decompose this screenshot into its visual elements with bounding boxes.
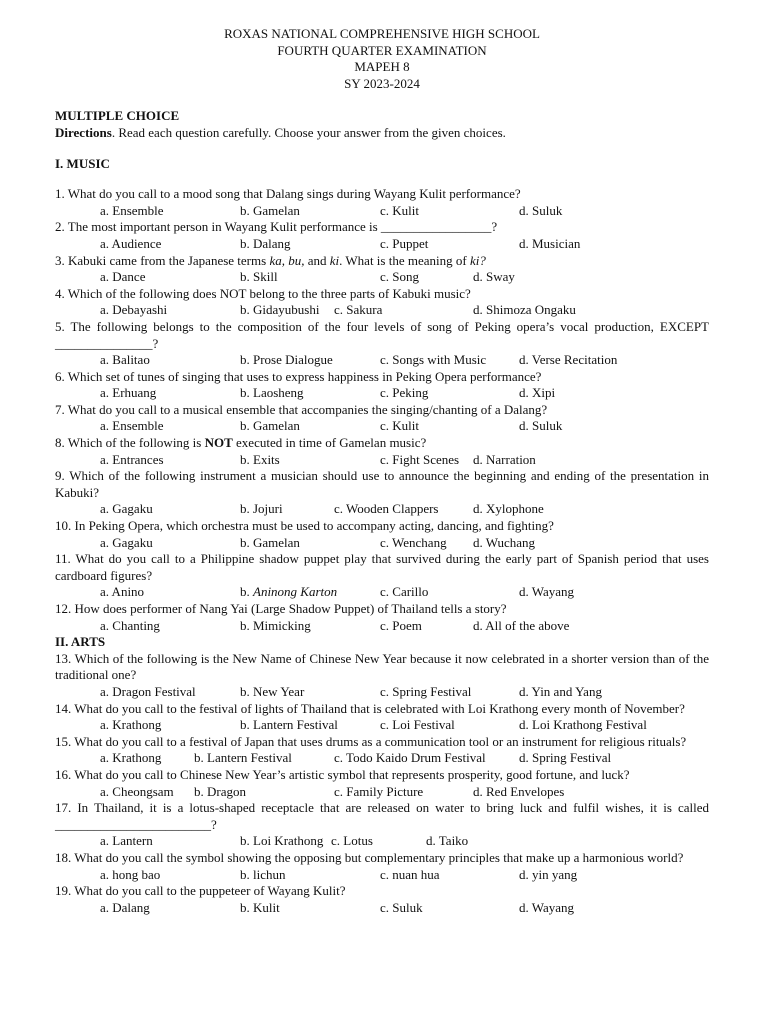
choice-11b-label: b. Aninong Karton	[240, 584, 338, 600]
choices-15	[55, 750, 709, 767]
choice-16d: d. Red Envelopes	[473, 783, 565, 799]
choice-4b: b. Gidayubushi	[240, 302, 320, 318]
choice-6c: c. Peking	[380, 385, 429, 401]
question-8	[55, 435, 709, 452]
question-12: 12. How does performer of Nang Yai (Large Shadow Puppet) of Thailand tells a story?	[55, 601, 507, 616]
choice-12b: b. Mimicking	[240, 617, 311, 633]
choice-5b: b. Prose Dialogue	[240, 352, 333, 368]
choice-8d: d. Narration	[473, 451, 536, 467]
choices-9	[55, 501, 709, 518]
question-18: 18. What do you call the symbol showing the opposing but complementary principles that make up a harmonious world?	[55, 849, 684, 865]
choices-2	[55, 236, 709, 253]
choice-19a: a. Dalang	[100, 899, 150, 915]
choice-17c: c. Lotus	[331, 833, 373, 849]
question-19: 19. What do you call to the puppeteer of Wayang Kulit?	[55, 883, 346, 899]
choice-11d: d. Wayang	[519, 584, 575, 600]
choice-4a: a. Debayashi	[100, 302, 168, 318]
choice-1c: c. Kulit	[380, 202, 419, 218]
choice-1d: d. Suluk	[519, 202, 563, 218]
choice-15c: c. Todo Kaido Drum Festival	[334, 750, 486, 766]
choice-14c: c. Loi Festival	[380, 717, 455, 733]
question-1: 1. What do you call to a mood song that Dalang sings during Wayang Kulit performance?	[55, 186, 521, 202]
question-6: 6. Which set of tunes of singing that uses to express happiness in Peking Opera performance?	[55, 368, 542, 384]
choice-5d: d. Verse Recitation	[519, 352, 618, 368]
choice-19d: d. Wayang	[519, 899, 575, 915]
test-type-heading: MULTIPLE CHOICE	[55, 108, 180, 124]
section-music-heading: I. MUSIC	[55, 155, 110, 171]
choice-13d: d. Yin and Yang	[519, 683, 602, 699]
choice-1b: b. Gamelan	[240, 202, 300, 218]
choice-18a: a. hong bao	[100, 866, 161, 882]
choice-2a: a. Audience	[100, 235, 162, 251]
choices-19	[55, 900, 709, 917]
choice-14b: b. Lantern Festival	[240, 717, 338, 733]
choice-8a: a. Entrances	[100, 451, 164, 467]
choices-11	[55, 584, 709, 601]
choice-9c: c. Wooden Clappers	[334, 501, 439, 517]
choice-9b: b. Jojuri	[240, 501, 283, 517]
choice-12c: c. Poem	[380, 617, 422, 633]
question-9: 9. Which of the following instrument a musician should use to announce the beginning and ending of the presentation in Kabuki?	[55, 468, 709, 500]
choice-14a: a. Krathong	[100, 717, 162, 733]
choice-17a: a. Lantern	[100, 833, 153, 849]
choice-11c: c. Carillo	[380, 584, 429, 600]
question-3-text-mid: and	[304, 252, 330, 268]
choice-2c: c. Puppet	[380, 235, 429, 251]
choice-3a: a. Dance	[100, 269, 146, 285]
school-year: SY 2023-2024	[344, 75, 420, 91]
choice-11a: a. Anino	[100, 584, 145, 600]
choice-15d: d. Spring Festival	[519, 750, 612, 766]
question-8-text: 8. Which of the following is	[55, 435, 205, 451]
choices-1	[55, 203, 709, 220]
choice-8b: b. Exits	[240, 451, 280, 467]
choice-13b: b. New Year	[240, 683, 305, 699]
choices-10	[55, 535, 709, 552]
choices-4	[55, 302, 709, 319]
choice-3b: b. Skill	[240, 269, 278, 285]
choices-8	[55, 452, 709, 469]
question-15: 15. What do you call to a festival of Japan that uses drums as a communication tool or an instrument for religious rituals?	[55, 733, 687, 749]
choice-10a: a. Gagaku	[100, 534, 153, 550]
choice-15b: b. Lantern Festival	[194, 750, 292, 766]
section-arts-heading: II. ARTS	[55, 634, 106, 650]
choice-1a: a. Ensemble	[100, 202, 164, 218]
choice-6b: b. Laosheng	[240, 385, 304, 401]
choice-14d: d. Loi Krathong Festival	[519, 717, 647, 733]
question-16: 16. What do you call to Chinese New Year’s artistic symbol that represents prosperity, good fortune, and luck?	[55, 766, 630, 782]
choice-16a: a. Cheongsam	[100, 783, 174, 799]
choice-13c: c. Spring Festival	[380, 683, 472, 699]
question-8-emphasis: NOT	[204, 435, 233, 451]
choice-9d: d. Xylophone	[473, 501, 544, 517]
choice-17b: b. Loi Krathong	[240, 833, 324, 849]
choice-7b: b. Gamelan	[240, 418, 300, 434]
choice-19c: c. Suluk	[380, 899, 423, 915]
choice-3d: d. Sway	[473, 269, 515, 285]
choice-18b: b. lichun	[240, 866, 286, 882]
choices-16	[55, 784, 709, 801]
choice-17d: d. Taiko	[426, 833, 469, 849]
choice-2d: d. Musician	[519, 235, 581, 251]
question-2: 2. The most important person in Wayang Kulit performance is _________________?	[55, 219, 498, 235]
question-3-term-ki-2: ki?	[469, 252, 486, 268]
choices-12	[55, 618, 709, 635]
choices-18	[55, 867, 709, 884]
choice-4d: d. Shimoza Ongaku	[473, 302, 576, 318]
choice-11b: Aninong Karton	[253, 584, 338, 600]
choice-16b: b. Dragon	[194, 783, 246, 799]
choices-5	[55, 352, 709, 369]
choice-12a: a. Chanting	[100, 617, 160, 633]
directions-text: . Read each question carefully. Choose your answer from the given choices.	[111, 124, 506, 140]
choice-5c: c. Songs with Music	[380, 352, 487, 368]
choice-3c: c. Song	[380, 269, 419, 285]
question-13: 13. Which of the following is the New Name of Chinese New Year because it now celebrated in a shorter version than of the traditional one?	[55, 650, 709, 683]
choice-10c: c. Wenchang	[380, 534, 447, 550]
question-10: 10. In Peking Opera, which orchestra must be used to accompany acting, dancing, and fighting?	[55, 518, 554, 534]
choices-7	[55, 418, 709, 435]
school-name: ROXAS NATIONAL COMPREHENSIVE HIGH SCHOOL	[224, 26, 540, 41]
choices-14	[55, 717, 709, 734]
choice-8c: c. Fight Scenes	[380, 451, 460, 467]
choice-9a: a. Gagaku	[100, 501, 153, 517]
choice-2b: b. Dalang	[240, 235, 291, 251]
choice-13a: a. Dragon Festival	[100, 683, 196, 699]
choice-7c: c. Kulit	[380, 418, 419, 434]
question-3-text-post: . What is the meaning of	[339, 252, 470, 268]
choice-6a: a. Erhuang	[100, 385, 157, 401]
choice-19b: b. Kulit	[240, 899, 280, 915]
question-3-term-ki: ki	[329, 252, 340, 268]
choice-7a: a. Ensemble	[100, 418, 164, 434]
question-17: 17. In Thailand, it is a lotus-shaped receptacle that are released on water to bring luck and fulfil wishes, it is called ________________________?	[55, 800, 709, 832]
question-3-terms: ka, bu,	[269, 252, 305, 268]
exam-title: FOURTH QUARTER EXAMINATION	[277, 42, 487, 58]
exam-document	[55, 26, 709, 916]
choice-6d: d. Xipi	[519, 385, 556, 401]
choices-3	[55, 269, 709, 286]
choice-7d: d. Suluk	[519, 418, 563, 434]
choice-10d: d. Wuchang	[473, 534, 536, 550]
choices-17	[55, 833, 709, 850]
choices-13	[55, 684, 709, 701]
question-4: 4. Which of the following does NOT belong to the three parts of Kabuki music?	[55, 285, 471, 301]
question-11: 11. What do you call to a Philippine shadow puppet play that survived during the early part of Spanish period that uses cardboard figures?	[55, 551, 709, 583]
question-3	[55, 253, 709, 270]
directions-label: Directions	[55, 124, 112, 140]
subject-title: MAPEH 8	[354, 59, 410, 75]
question-8-text-post: executed in time of Gamelan music?	[232, 435, 427, 451]
choices-6	[55, 385, 709, 402]
question-3-text: 3. Kabuki came from the Japanese terms	[55, 252, 270, 268]
choice-10b: b. Gamelan	[240, 534, 300, 550]
choice-18c: c. nuan hua	[380, 866, 440, 882]
question-14: 14. What do you call to the festival of lights of Thailand that is celebrated with Loi Krathong every month of November?	[55, 700, 685, 716]
choice-15a: a. Krathong	[100, 750, 162, 766]
choice-4c: c. Sakura	[334, 302, 383, 318]
choice-16c: c. Family Picture	[334, 783, 424, 799]
choice-12d: d. All of the above	[473, 617, 570, 633]
question-5: 5. The following belongs to the composition of the four levels of song of Peking opera’s vocal production, EXCEPT _______________?	[55, 318, 709, 351]
question-7: 7. What do you call to a musical ensemble that accompanies the singing/chanting of a Dalang?	[55, 401, 548, 417]
choice-18d: d. yin yang	[519, 866, 578, 882]
directions	[55, 125, 709, 142]
choice-5a: a. Balitao	[100, 352, 150, 368]
